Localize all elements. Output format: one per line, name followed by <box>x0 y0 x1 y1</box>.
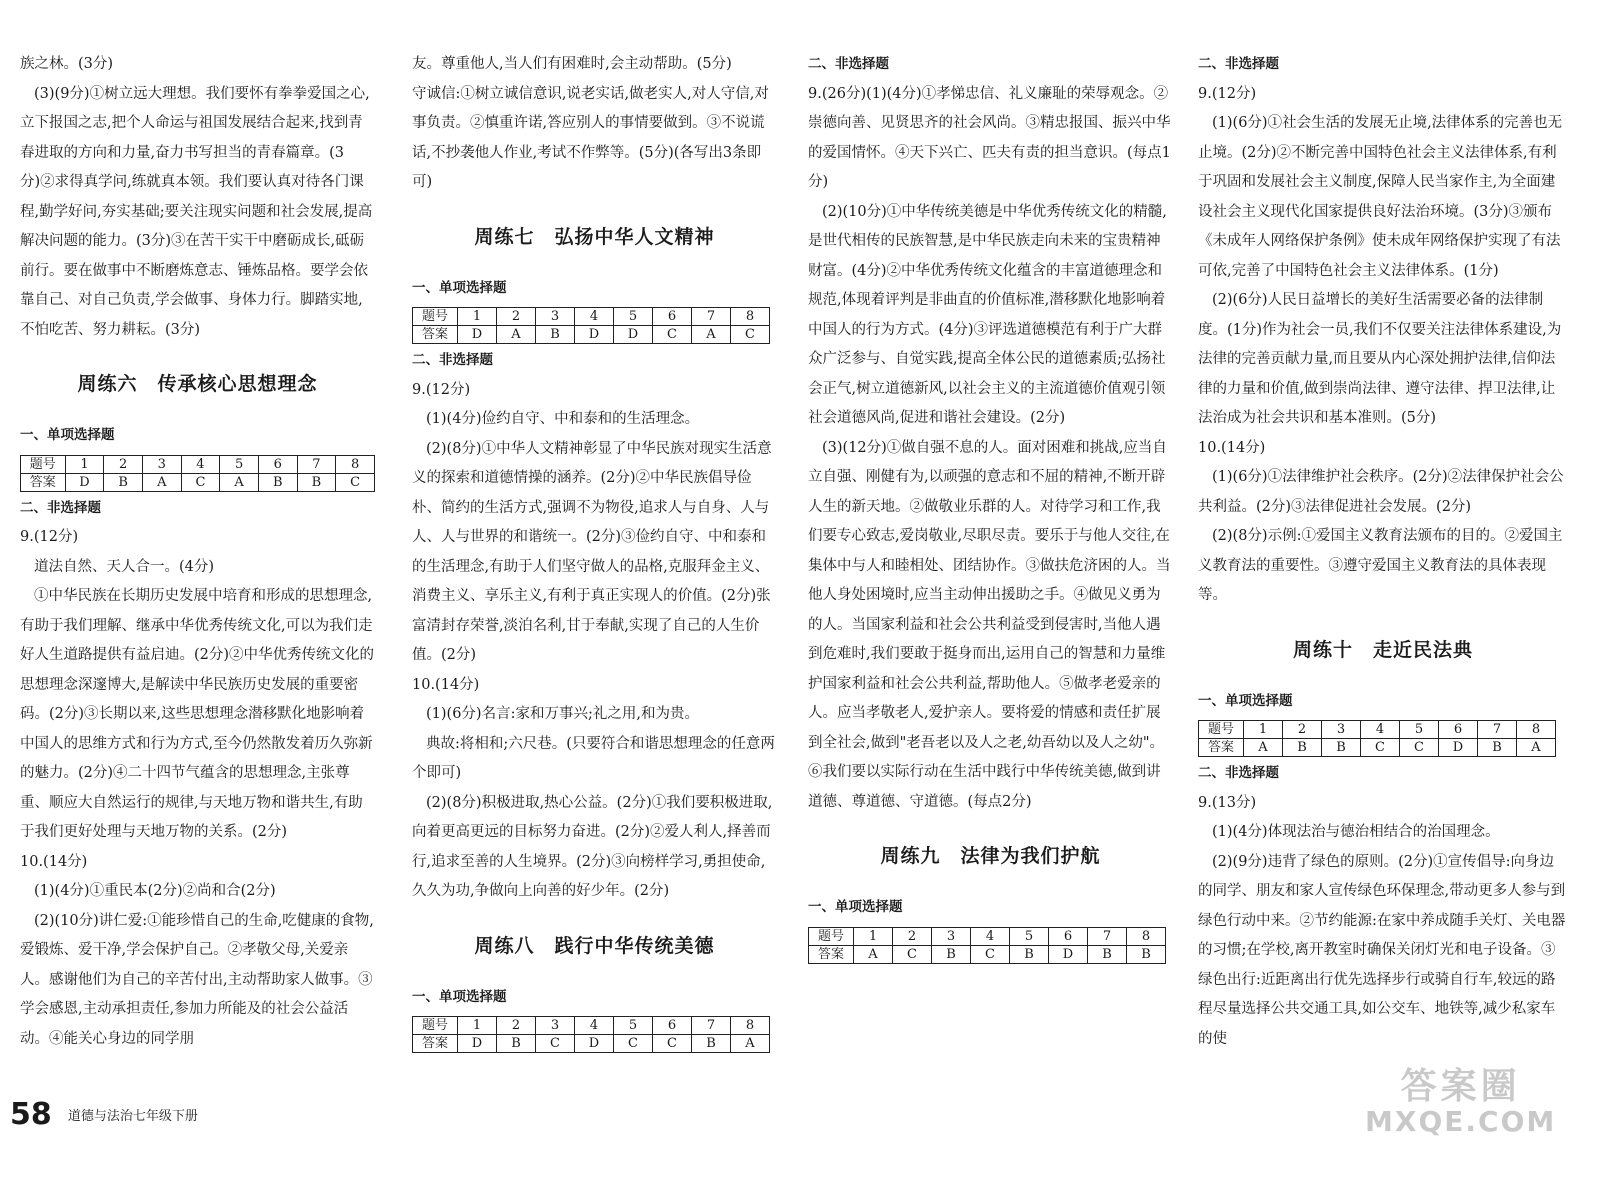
text-line: (1)(4分)①重民本(2分)②尚和合(2分) <box>34 883 276 899</box>
table-cell: 1 <box>458 308 497 326</box>
table-cell: 6 <box>1049 927 1088 945</box>
text-paragraph: 9.(26分)(1)(4分)①孝悌忠信、礼义廉耻的荣辱观念。②崇德向善、见贤思齐的社会风尚。③精忠报国、振兴中华的爱国情怀。④天下兴亡、匹夫有责的担当意识。(每点1分) <box>808 85 1171 190</box>
text-paragraph: (3)(12分)①做自强不息的人。面对困难和挑战,应当自立自强、刚健有为,以顽强的意志和不屈的精神,不断开辟人生的新天地。②做敬业乐群的人。对待学习和工作,我们要专心致志,爱岗敬业,尽职尽责。要乐于与他人交往,在集体中与人和睦相处、团结协作。③做扶危济困的人。当他人身处困境时,应当主动伸出援助之手。④做见义勇为的人。当国家利益和社会公共利益受到侵害时,当他人遇到危难时,我们要敢于挺身而出,运用自己的智慧和力量维护国家利益和社会公共利益,帮助他人。⑤做孝老爱亲的人。应当孝敬老人,爱护亲人。要将爱的情感和责任扩展到全社会,做到"老吾老以及人之老,幼吾幼以及人之幼"。⑥我们要以实际行动在生活中践行中华传统美德,做到讲道德、尊道德、守道德。(每点2分) <box>808 439 1171 810</box>
column-1 <box>20 50 375 1054</box>
answer-row <box>21 473 375 491</box>
table-cell: 6 <box>653 1017 692 1035</box>
section-heading: 一、单项选择题 <box>412 279 507 296</box>
row-label: 题号 <box>413 308 458 326</box>
table-cell: B <box>1010 945 1049 963</box>
table-cell: B <box>258 473 297 491</box>
table-cell: 4 <box>575 308 614 326</box>
table-cell: B <box>1127 945 1166 963</box>
table-cell: C <box>336 473 375 491</box>
table-cell: D <box>575 326 614 344</box>
table-cell: A <box>220 473 259 491</box>
table-cell: B <box>497 1035 536 1053</box>
answer-table <box>412 1016 770 1053</box>
text-paragraph: 典故:将相和;六尺巷。(只要符合和谐思想理念的任意两个即可) <box>412 735 775 781</box>
table-cell: 8 <box>1517 721 1556 739</box>
section-heading: 二、非选择题 <box>1198 56 1279 72</box>
table-cell: 8 <box>731 1017 770 1035</box>
table-cell: 8 <box>336 455 375 473</box>
table-cell: A <box>731 1035 770 1053</box>
text-line: (1)(4分)体现法治与德治相结合的治国理念。 <box>1212 824 1500 840</box>
text-paragraph: (1)(6分)①法律维护社会秩序。(2分)②法律保护社会公共利益。(2分)③法律促进社会发展。(2分) <box>1198 469 1564 515</box>
text-paragraph: (2)(8分)示例:①爱国主义教育法颁布的目的。②爱国主义教育法的重要性。③遵守爱国主义教育法的具体表现等。 <box>1198 528 1563 603</box>
table-cell: C <box>893 945 932 963</box>
table-cell: 4 <box>1361 721 1400 739</box>
section-heading: 一、单项选择题 <box>808 899 903 915</box>
row-label: 题号 <box>413 1017 458 1035</box>
table-cell: 5 <box>1400 721 1439 739</box>
text-line: 9.(12分) <box>1198 85 1257 102</box>
text-paragraph: (2)(9分)违背了绿色的原则。(2分)①宣传倡导:向身边的同学、朋友和家人宣传绿色环保理念,带动更多人参与到绿色行动中来。②节约能源:在家中养成随手关灯、关电器的习惯;在学校,离开教室时确保关闭灯光和电子设备。③绿色出行:近距离出行优先选择步行或骑自行车,较远的路程尽量选择公共交通工具,如公交车、地铁等,减少私家车的使 <box>1198 853 1566 1047</box>
table-cell: A <box>142 473 181 491</box>
table-cell: 6 <box>258 455 297 473</box>
question-number-row <box>413 1017 770 1035</box>
answer-table <box>20 455 375 492</box>
table-cell: 2 <box>104 455 143 473</box>
answer-table <box>412 307 770 344</box>
table-cell: B <box>104 473 143 491</box>
table-cell: B <box>297 473 336 491</box>
table-cell: D <box>1049 945 1088 963</box>
book-title: 道德与法治七年级下册 <box>67 1109 198 1124</box>
watermark-logo <box>1365 1058 1556 1138</box>
table-cell: 3 <box>536 1017 575 1035</box>
text-paragraph: (2)(8分)积极进取,热心公益。(2分)①我们要积极进取,向着更高更远的目标努力奋进。(2分)②爱人利人,择善而行,追求至善的人生境界。(2分)③向榜样学习,勇担使命,久久为功,争做向上向善的好少年。(2分) <box>412 794 773 899</box>
column-3 <box>808 50 1173 966</box>
table-cell: 1 <box>1244 721 1283 739</box>
text-line: (1)(4分)俭约自守、中和泰和的生活理念。 <box>426 411 700 427</box>
table-cell: 2 <box>497 308 536 326</box>
table-cell: A <box>497 326 536 344</box>
table-cell: 6 <box>1439 721 1478 739</box>
text-paragraph: (2)(10分)①中华传统美德是中华优秀传统文化的精髓,是世代相传的民族智慧,是中华民族走向未来的宝贵精神财富。(4分)②中华优秀传统文化蕴含的丰富道德理念和规范,体现着评判是非曲直的价值标准,潜移默化地影响着中国人的行为方式。(4分)③评选道德模范有利于广大群众广泛参与、自觉实践,提高全体公民的道德素质;弘扬社会正气,树立道德新风,以社会主义的主流道德价值观引领社会道德风尚,促进和谐社会建设。(2分) <box>808 203 1167 426</box>
table-cell: B <box>692 1035 731 1053</box>
page-footer <box>10 1097 198 1132</box>
table-cell: 6 <box>653 308 692 326</box>
table-cell: 2 <box>1283 721 1322 739</box>
table-cell: B <box>1088 945 1127 963</box>
watermark-line-2: MXQE.COM <box>1365 1105 1557 1138</box>
table-cell: 5 <box>220 455 259 473</box>
table-cell: 1 <box>854 927 893 945</box>
table-cell: C <box>1400 739 1439 757</box>
table-cell: B <box>1478 739 1517 757</box>
table-cell: A <box>1244 739 1283 757</box>
answer-row <box>413 326 770 344</box>
table-cell: D <box>65 473 104 491</box>
table-cell: D <box>1439 739 1478 757</box>
table-cell: B <box>1322 739 1361 757</box>
row-label: 答案 <box>809 945 854 963</box>
table-cell: 1 <box>458 1017 497 1035</box>
table-cell: D <box>575 1035 614 1053</box>
table-cell: 4 <box>181 455 220 473</box>
text-line: 族之林。(3分) <box>20 56 114 72</box>
table-cell: 7 <box>1088 927 1127 945</box>
question-number-row <box>809 927 1166 945</box>
answer-row <box>1199 739 1556 757</box>
text-paragraph: (2)(6分)人民日益增长的美好生活需要必备的法律制度。(1分)作为社会一员,我们不仅要关注法律体系建设,为法律的完善贡献力量,而且要从内心深处拥护法律,信仰法律的力量和价值,做到崇尚法律、遵守法律、捍卫法律,让法治成为社会共识和基本准则。(5分) <box>1198 292 1562 426</box>
table-cell: 3 <box>536 308 575 326</box>
row-label: 答案 <box>413 1035 458 1053</box>
table-cell: A <box>692 326 731 344</box>
text-paragraph: (1)(6分)①社会生活的发展无止境,法律体系的完善也无止境。(2分)②不断完善中国特色社会主义法律体系,有利于巩固和发展社会主义制度,保障人民当家作主,为全面建设社会主义现代化国家提供良好法治环境。(3分)③颁布《未成年人网络保护条例》使未成年网络保护实现了有法可依,完善了中国特色社会主义法律体系。(1分) <box>1198 115 1563 279</box>
table-cell: 3 <box>932 927 971 945</box>
table-cell: B <box>1283 739 1322 757</box>
table-cell: C <box>536 1035 575 1053</box>
week-title: 周练七 弘扬中华人文精神 <box>474 225 715 248</box>
section-heading: 一、单项选择题 <box>412 988 507 1005</box>
row-label: 题号 <box>809 927 854 945</box>
text-line: 10.(14分) <box>1198 439 1266 456</box>
table-cell: D <box>614 326 653 344</box>
table-cell: 3 <box>142 455 181 473</box>
week-title: 周练十 走近民法典 <box>1292 638 1473 661</box>
answer-table <box>1198 720 1556 757</box>
section-heading: 二、非选择题 <box>412 352 493 368</box>
page-number: 58 <box>10 1097 52 1132</box>
table-cell: 4 <box>575 1017 614 1035</box>
table-cell: D <box>458 1035 497 1053</box>
table-cell: C <box>653 326 692 344</box>
table-cell: 7 <box>297 455 336 473</box>
text-line: 10.(14分) <box>20 853 88 870</box>
table-cell: C <box>731 326 770 344</box>
section-heading: 二、非选择题 <box>20 499 101 516</box>
table-cell: 7 <box>692 1017 731 1035</box>
text-line: 道法自然、天人合一。(4分) <box>34 558 215 575</box>
table-cell: 7 <box>692 308 731 326</box>
text-paragraph: 守诚信:①树立诚信意识,说老实话,做老实人,对人守信,对事负责。②慎重许诺,答应别人的事情要做到。③不说谎话,不抄袭他人作业,考试不作弊等。(5分)(各写出3条即可) <box>412 85 769 190</box>
table-cell: 1 <box>65 455 104 473</box>
answer-row <box>809 945 1166 963</box>
row-label: 答案 <box>413 326 458 344</box>
text-line: 9.(13分) <box>1198 794 1257 811</box>
answer-row <box>413 1035 770 1053</box>
table-cell: A <box>854 945 893 963</box>
table-cell: 2 <box>893 927 932 945</box>
row-label: 答案 <box>21 473 66 491</box>
table-cell: C <box>1361 739 1400 757</box>
table-cell: C <box>614 1035 653 1053</box>
table-cell: C <box>653 1035 692 1053</box>
week-title: 周练九 法律为我们护航 <box>880 845 1101 867</box>
table-cell: A <box>1517 739 1556 757</box>
table-cell: 8 <box>731 308 770 326</box>
text-line: (1)(6分)名言:家和万事兴;礼之用,和为贵。 <box>426 706 699 722</box>
text-paragraph: (2)(10分)讲仁爱:①能珍惜自己的生命,吃健康的食物,爱锻炼、爱干净,学会保护自己。②孝敬父母,关爱亲人。感谢他们为自己的辛苦付出,主动帮助家人做事。③学会感恩,主动承担责任,参加力所能及的社会公益活动。④能关心身边的同学朋 <box>20 912 374 1047</box>
text-line: 友。尊重他人,当人们有困难时,会主动帮助。(5分) <box>412 56 732 72</box>
answer-table <box>808 927 1166 964</box>
table-cell: 2 <box>497 1017 536 1035</box>
table-cell: C <box>181 473 220 491</box>
text-paragraph: (2)(8分)①中华人文精神彰显了中华民族对现实生活意义的探索和道德情操的涵养。(2分)②中华民族倡导俭朴、简约的生活方式,强调不为物役,追求人与自身、人与人、人与世界的和谐统一。(2分)③俭约自守、中和泰和的生活理念,有助于人们坚守做人的品格,克服拜金主义、消费主义、享乐主义,有利于真正实现人的价值。(2分)张富清封存荣誉,淡泊名利,甘于奉献,实现了自己的人生价值。(2分) <box>412 440 772 663</box>
section-heading: 一、单项选择题 <box>20 427 115 443</box>
text-paragraph: ①中华民族在长期历史发展中培育和形成的思想理念,有助于我们理解、继承中华优秀传统文化,可以为我们走好人生道路提供有益启迪。(2分)②中华优秀传统文化的思想理念深邃博大,是解读中华民族历史发展的重要密码。(2分)③长期以来,这些思想理念潜移默化地影响着中国人的思维方式和行为方式,至今仍然散发着历久弥新的魅力。(2分)④二十四节气蕴含的思想理念,主张尊重、顺应大自然运行的规律,与天地万物和谐共生,有助于我们更好处理与天地万物的关系。(2分) <box>20 588 375 840</box>
text-paragraph: (3)(9分)①树立远大理想。我们要怀有拳拳爱国之心,立下报国之志,把个人命运与祖国发展结合起来,找到青春进取的方向和力量,奋力书写担当的青春篇章。(3分)②求得真学问,练就真本领。我们要认真对待各门课程,勤学好问,夯实基础;要关注现实问题和社会发展,提高解决问题的能力。(3分)③在苦干实干中磨砺成长,砥砺前行。要在做事中不断磨炼意志、锤炼品格。要学会依靠自己、对自己负责,学会做事、身体力行。脚踏实地,不怕吃苦、努力耕耘。(3分) <box>20 85 373 338</box>
week-title: 周练八 践行中华传统美德 <box>474 934 715 957</box>
row-label: 题号 <box>1199 721 1244 739</box>
week-title: 周练六 传承核心思想理念 <box>77 373 318 395</box>
column-4 <box>1198 50 1568 1054</box>
table-cell: B <box>932 945 971 963</box>
watermark-line-1: 答案圈 <box>1400 1066 1521 1107</box>
row-label: 答案 <box>1199 739 1244 757</box>
table-cell: 8 <box>1127 927 1166 945</box>
section-heading: 二、非选择题 <box>808 56 889 72</box>
table-cell: 3 <box>1322 721 1361 739</box>
text-line: 10.(14分) <box>412 676 480 693</box>
table-cell: 7 <box>1478 721 1517 739</box>
table-cell: 5 <box>614 308 653 326</box>
table-cell: 5 <box>1010 927 1049 945</box>
table-cell: B <box>536 326 575 344</box>
table-cell: D <box>458 326 497 344</box>
text-line: 9.(12分) <box>20 529 79 545</box>
column-2 <box>412 50 777 1055</box>
section-heading: 一、单项选择题 <box>1198 692 1293 709</box>
table-cell: C <box>971 945 1010 963</box>
table-cell: 4 <box>971 927 1010 945</box>
question-number-row <box>21 455 375 473</box>
question-number-row <box>1199 721 1556 739</box>
text-line: 9.(12分) <box>412 381 471 398</box>
row-label: 题号 <box>21 455 66 473</box>
section-heading: 二、非选择题 <box>1198 765 1279 781</box>
question-number-row <box>413 308 770 326</box>
table-cell: 5 <box>614 1017 653 1035</box>
